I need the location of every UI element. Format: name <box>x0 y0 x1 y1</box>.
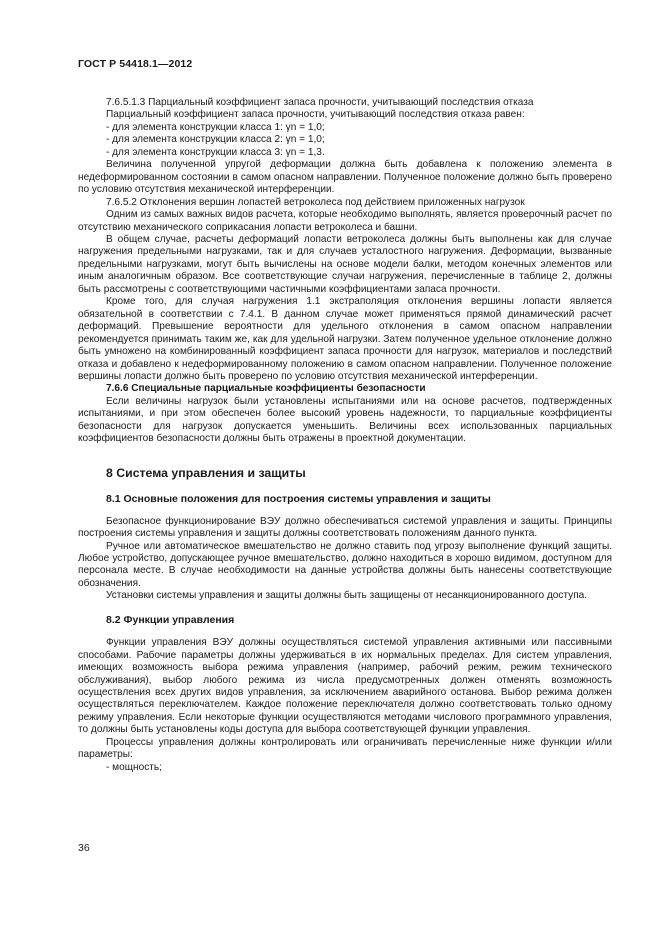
clause-7-6-6-title: 7.6.6 Специальные парциальные коэффициенты безопасности <box>106 383 426 395</box>
page-body <box>78 97 612 774</box>
paragraph-7-6-6-1: Если величины нагрузок были установлены испытаниями или на основе расчетов, подтвержденных испытаниями, и при этом обеспечен более высокий уровень надежности, то парциальные коэффициенты безопасности для нагрузок допускается уменьшить. Величины всех использованных парциальных коэффициентов безопасности должны быть отражены в проектной документации. <box>78 395 612 445</box>
clause-7-6-5-1-3-title: 7.6.5.1.3 Парциальный коэффициент запаса прочности, учитывающий последствия отказа <box>106 97 534 108</box>
paragraph-deformation: Величина полученной упругой деформации должна быть добавлена к положению элемента в недеформированном состоянии в самом опасном направлении. Полученное положение должно быть проверено по условию отсутствия механической интерференции. <box>78 159 612 196</box>
paragraph-7-6-5-2-3: Кроме того, для случая нагружения 1.1 экстраполяция отклонения вершины лопасти является обязательной в соответствии с 7.4.1. В данном случае может применяться прямой динамический расчет деформаций. Превышение вероятности для удельного отклонения в самом опасном направлении рекомендуется принимать таким же, как для удельной нагрузки. Затем полученное удельное отклонение должно быть умножено на комбинированный коэффициент запаса прочности для нагрузок, материалов и последствий отказа и добавлено к недеформированному положению в самом опасном направлении. Полученное положение вершины лопасти должно быть проверено по условию отсутствия механической интерференции. <box>78 296 612 382</box>
list-item-power: - мощность; <box>106 761 162 773</box>
paragraph-8-1-1: Безопасное функционирование ВЭУ должно обеспечиваться системой управления и защиты. Принципы построения системы управления и защиты должны соответствовать положениям данного пункта. <box>78 515 612 540</box>
paragraph-8-1-3: Установки системы управления и защиты должны быть защищены от несанкционированного доступа. <box>106 590 588 602</box>
page-number: 36 <box>78 842 90 854</box>
paragraph-8-2-2: Процессы управления должны контролировать или ограничивать перечисленные ниже функции и/или параметры: <box>78 736 612 761</box>
section-8-2-title: 8.2 Функции управления <box>106 613 235 626</box>
clause-7-6-5-2-title: 7.6.5.2 Отклонения вершин лопастей ветроколеса под действием приложенных нагрузок <box>106 196 525 208</box>
list-item-class-1: - для элемента конструкции класса 1: γn = 1,0; <box>106 121 325 133</box>
section-8-1-title: 8.1 Основные положения для построения системы управления и защиты <box>106 493 491 506</box>
clause-7-6-5-1-3-intro: Парциальный коэффициент запаса прочности, учитывающий последствия отказа равен: <box>106 109 525 121</box>
list-item-class-2: - для элемента конструкции класса 2: γn = 1,0; <box>106 134 325 146</box>
list-item-class-3: - для элемента конструкции класса 3: γn = 1,3. <box>106 146 325 158</box>
section-8-title: 8 Система управления и защиты <box>106 465 306 480</box>
paragraph-7-6-5-2-2: В общем случае, расчеты деформаций лопасти ветроколеса должны быть выполнены как для случае нагружения предельными нагрузками, так и для случаев усталостного нагружения. Деформации, вызванные предельными нагрузками, могут быть вычислены на основе модели балки, методом конечных элементов или иным аналогичным образом. Все соответствующие случаи нагружения, перечисленные в таблице 2, должны быть рассмотрены с соответствующими частичными коэффициентами запаса прочности. <box>78 233 612 295</box>
paragraph-8-1-2: Ручное или автоматическое вмешательство не должно ставить под угрозу выполнение функций защиты. Любое устройство, допускающее ручное вмешательство, должно находиться в хорошо видимом, доступном для персонала месте. В случае необходимости на данные устройства должны быть нанесены соответствующие обозначения. <box>78 540 612 589</box>
document-header: ГОСТ Р 54418.1—2012 <box>78 58 193 70</box>
paragraph-7-6-5-2-1: Одним из самых важных видов расчета, которые необходимо выполнять, является проверочный расчет по отсутствию механического соприкасания лопасти ветроколеса и башни. <box>78 209 612 233</box>
paragraph-8-2-1: Функции управления ВЭУ должны осуществляться системой управления активными или пассивными способами. Рабочие параметры должны удерживаться в их нормальных пределах. Для систем управления, имеющих возможность выбора режима управления (например, рабочий режим, режим технического обслуживания), выбор любого режима из числа предусмотренных должен отменять возможность осуществления всех других видов управления, за исключением аварийного останова. Выбор режима должен осуществляться переключателем. Каждое положение переключателя должно соответствовать только одному режиму управления. Если некоторые функции осуществляются методами числового программного управления, то должны быть установлены коды доступа для выбора соответствующей функции управления. <box>78 637 612 736</box>
